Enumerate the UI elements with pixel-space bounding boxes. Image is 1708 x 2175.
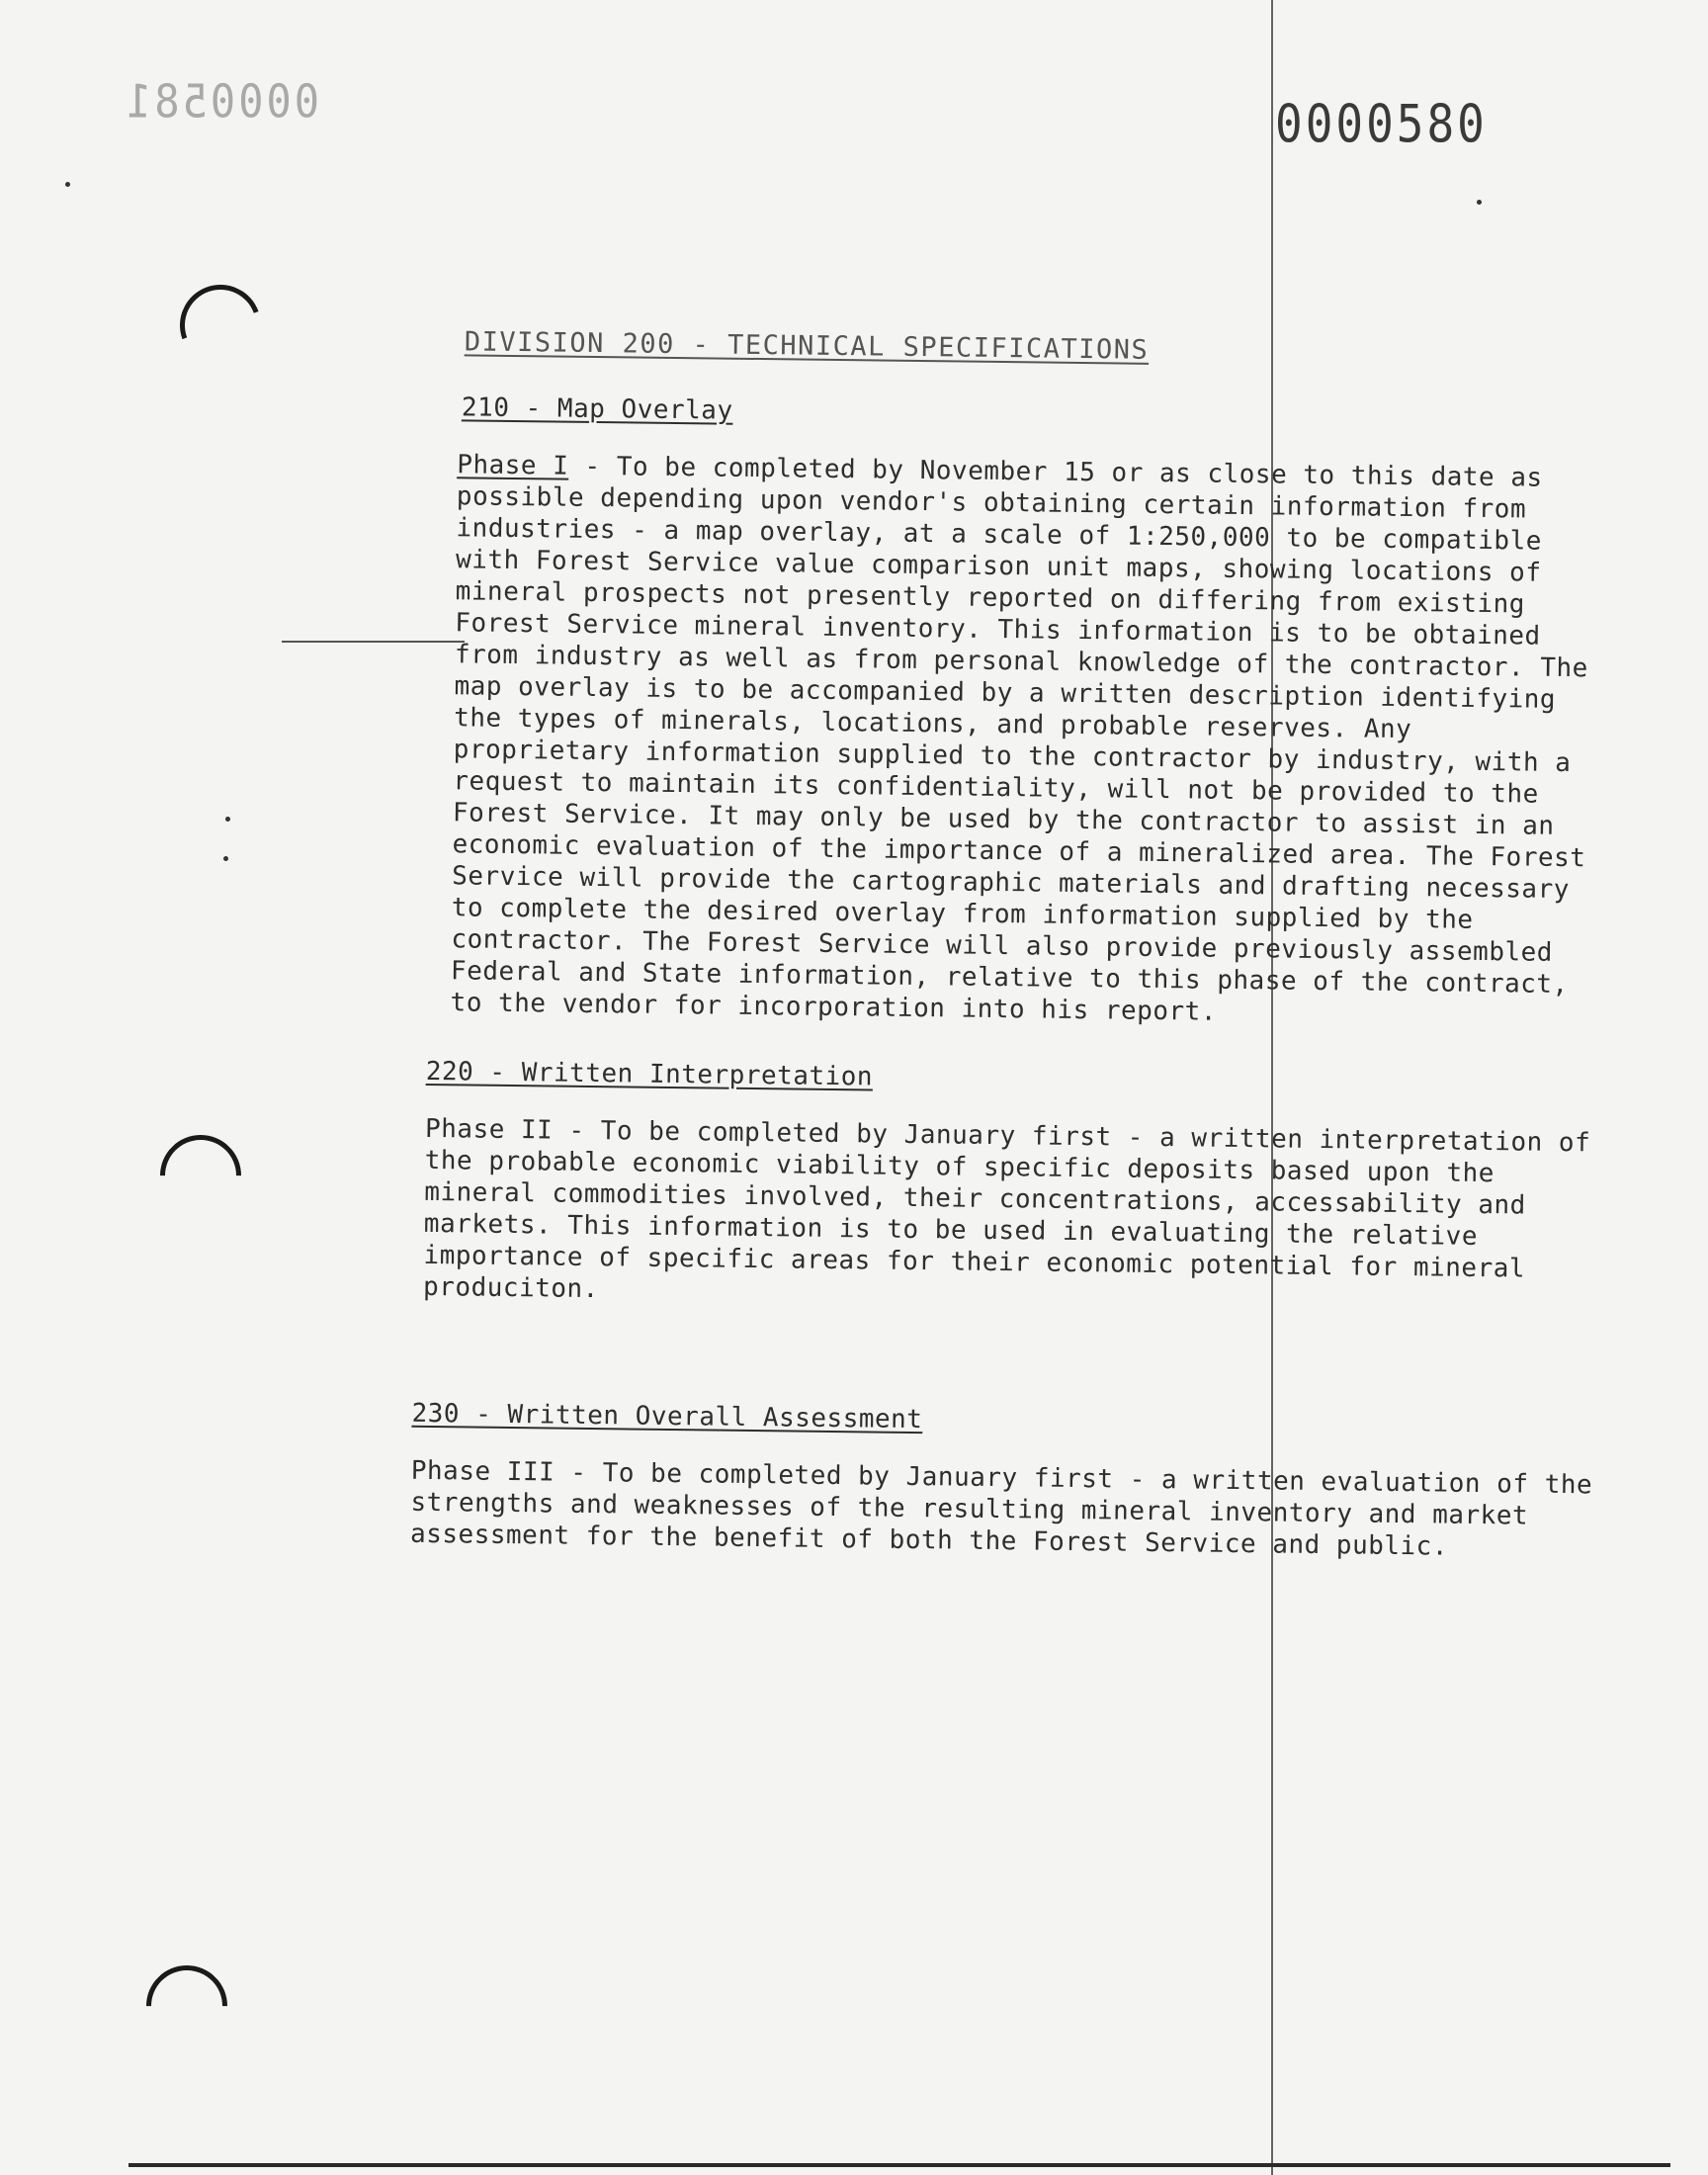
speck <box>1477 200 1482 205</box>
punch-hole-top <box>167 272 275 380</box>
punch-hole-bottom <box>129 1949 244 2063</box>
phase-label: Phase I <box>457 450 569 481</box>
section-paragraph <box>450 449 1603 1032</box>
speck <box>223 856 228 861</box>
bates-number: 0000580 <box>1275 92 1488 155</box>
section-220 <box>423 1056 1632 1318</box>
phase-label: Phase II <box>424 1113 554 1146</box>
division-title: DIVISION 200 - TECHNICAL SPECIFICATIONS <box>464 326 1150 366</box>
section-paragraph <box>423 1113 1601 1318</box>
section-heading: 210 - Map Overlay <box>461 392 733 426</box>
section-210 <box>426 392 1640 1033</box>
document-body <box>409 326 1641 1565</box>
paragraph-text: - To be completed by November 15 or as close to this date as possible depending upon vendor's obtaining certain information from industries - a map overlay, at a scale of 1:250,000 to be compatible with Forest Service value comparison unit maps, showing locations of mineral prospects not presently reported on differing from existing Forest Service mineral inventory. This information is to be obtained from industry as well as from personal knowledge of the contractor. The map overlay is to be accompanied by a written description identifying the types of minerals, locations, and probable reserves. Any proprietary information supplied to the contractor by industry, with a request to maintain its confidentiality, will not be provided to the Forest Service. It may only be used by the contractor to assist in an economic evaluation of the importance of a mineralized area. The Forest Service will provide the cartographic materials and drafting necessary to complete the desired overlay from information supplied by the contractor. The Forest Service will also provide previously assembled Federal and State information, relative to this phase of the contract, to the vendor for incorporation into his report. <box>450 451 1588 1027</box>
phase-label: Phase III <box>410 1455 555 1488</box>
section-paragraph <box>410 1455 1602 1565</box>
bottom-edge-line <box>128 2163 1670 2167</box>
speck <box>225 817 230 822</box>
punch-hole-middle <box>143 1118 258 1233</box>
paragraph-text: - To be completed by January first - a written evaluation of the strengths and weaknesses of the resulting mineral inventory and market assessment for the benefit of both the Forest Service and public. <box>409 1457 1593 1562</box>
section-heading: 230 - Written Overall Assessment <box>411 1398 923 1436</box>
section-230 <box>409 1398 1628 1565</box>
paragraph-text: - To be completed by January first - a written interpretation of the probable economic viability of specific deposits based upon the mineral commodities involved, their concentrations, accessability and markets. This information is to be used in evaluating the relative importance of specific areas for their economic potential for mineral produciton. <box>422 1115 1591 1305</box>
section-heading: 220 - Written Interpretation <box>425 1056 874 1092</box>
speck <box>65 182 70 187</box>
bates-number-bleed-through: 0000581 <box>124 74 320 129</box>
